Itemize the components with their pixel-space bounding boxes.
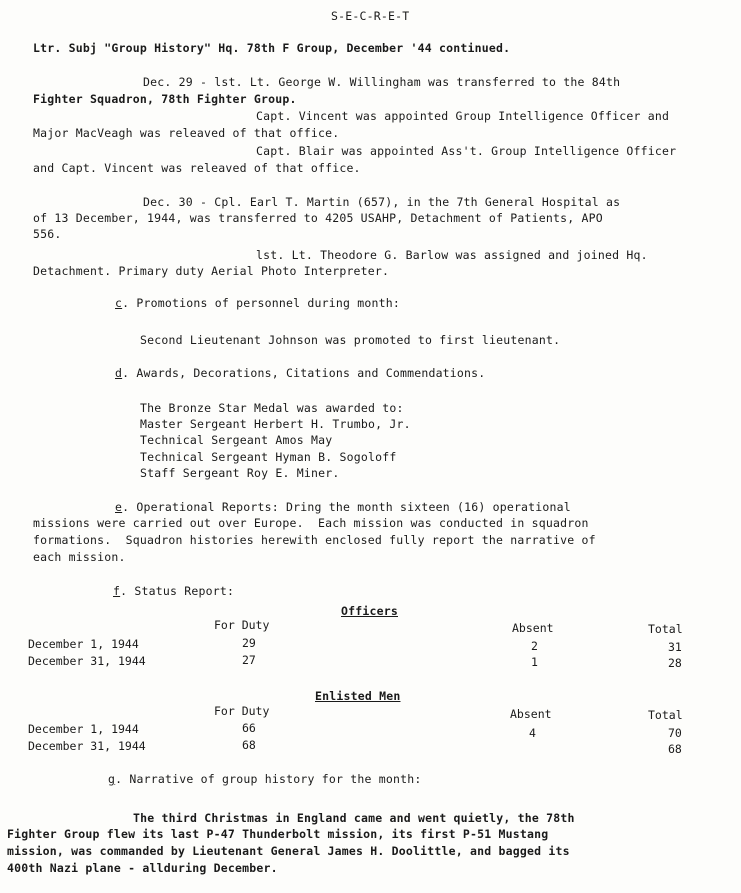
officers-row-duty: 27 <box>242 653 256 667</box>
entry-barlow-line2: Detachment. Primary duty Aerial Photo Interpreter. <box>33 264 390 278</box>
officers-row-total: 28 <box>668 656 682 670</box>
subject-line: Ltr. Subj "Group History" Hq. 78th F Group, December '44 continued. <box>33 41 511 55</box>
award-recipient: Master Sergeant Herbert H. Trumbo, Jr. <box>140 417 411 431</box>
promotions-heading: c. Promotions of personnel during month: <box>115 296 400 310</box>
classification-header: S-E-C-R-E-T <box>331 9 410 23</box>
officers-row-total: 31 <box>668 640 682 654</box>
enlisted-col-absent: Absent <box>510 707 552 721</box>
narrative-line1: The third Christmas in England came and went quietly, the 78th <box>133 811 575 825</box>
officers-row-date: December 31, 1944 <box>28 654 146 668</box>
narrative-line2: Fighter Group flew its last P-47 Thunderbolt mission, its first P-51 Mustang <box>7 827 549 841</box>
enlisted-row-date: December 1, 1944 <box>28 722 139 736</box>
enlisted-row-absent: 4 <box>529 726 536 740</box>
entry-dec29-line1: Dec. 29 - lst. Lt. George W. Willingham was transferred to the 84th <box>143 75 621 89</box>
award-recipient: Technical Sergeant Hyman B. Sogoloff <box>140 450 397 464</box>
status-heading: f. Status Report: <box>113 584 235 598</box>
entry-dec30-line1: Dec. 30 - Cpl. Earl T. Martin (657), in the 7th General Hospital as <box>143 195 621 209</box>
entry-barlow-line1: lst. Lt. Theodore G. Barlow was assigned and joined Hq. <box>256 248 648 262</box>
enlisted-col-duty: For Duty <box>214 704 270 718</box>
entry-dec30-line3: 556. <box>33 227 62 241</box>
enlisted-row-duty: 68 <box>242 738 256 752</box>
awards-intro: The Bronze Star Medal was awarded to: <box>140 401 404 415</box>
officers-col-total: Total <box>648 622 683 636</box>
officers-row-absent: 2 <box>531 639 538 653</box>
officers-col-duty: For Duty <box>214 618 270 632</box>
officers-title: Officers <box>341 604 398 618</box>
narrative-heading: g. Narrative of group history for the month: <box>108 772 422 786</box>
officers-row-duty: 29 <box>242 636 256 650</box>
narrative-line3: mission, was commanded by Lieutenant General James H. Doolittle, and bagged its <box>7 844 570 858</box>
award-recipient: Staff Sergeant Roy E. Miner. <box>140 466 340 480</box>
officers-col-absent: Absent <box>512 621 554 635</box>
enlisted-row-total: 68 <box>668 742 682 756</box>
operational-line4: each mission. <box>33 550 126 564</box>
operational-line3: formations. Squadron histories herewith enclosed fully report the narrative of <box>33 533 596 547</box>
enlisted-row-date: December 31, 1944 <box>28 739 146 753</box>
operational-line1: e. Operational Reports: Dring the month sixteen (16) operational <box>115 500 571 514</box>
entry-vincent-line1: Capt. Vincent was appointed Group Intelligence Officer and <box>256 109 670 123</box>
operational-line2: missions were carried out over Europe. Each mission was conducted in squadron <box>33 516 589 530</box>
narrative-line4: 400th Nazi plane - allduring December. <box>7 861 278 875</box>
promotions-text: Second Lieutenant Johnson was promoted to first lieutenant. <box>140 333 561 347</box>
officers-row-date: December 1, 1944 <box>28 637 139 651</box>
officers-row-absent: 1 <box>531 655 538 669</box>
enlisted-title: Enlisted Men <box>315 689 401 703</box>
enlisted-col-total: Total <box>648 708 683 722</box>
entry-blair-line1: Capt. Blair was appointed Ass't. Group Intelligence Officer <box>256 144 677 158</box>
entry-blair-line2: and Capt. Vincent was releaved of that office. <box>33 161 361 175</box>
entry-dec29-line2: Fighter Squadron, 78th Fighter Group. <box>33 92 297 106</box>
enlisted-row-duty: 66 <box>242 721 256 735</box>
entry-vincent-line2: Major MacVeagh was releaved of that office. <box>33 126 340 140</box>
entry-dec30-line2: of 13 December, 1944, was transferred to 4205 USAHP, Detachment of Patients, APO <box>33 211 603 225</box>
enlisted-row-total: 70 <box>668 726 682 740</box>
awards-heading: d. Awards, Decorations, Citations and Commendations. <box>115 366 486 380</box>
award-recipient: Technical Sergeant Amos May <box>140 433 333 447</box>
